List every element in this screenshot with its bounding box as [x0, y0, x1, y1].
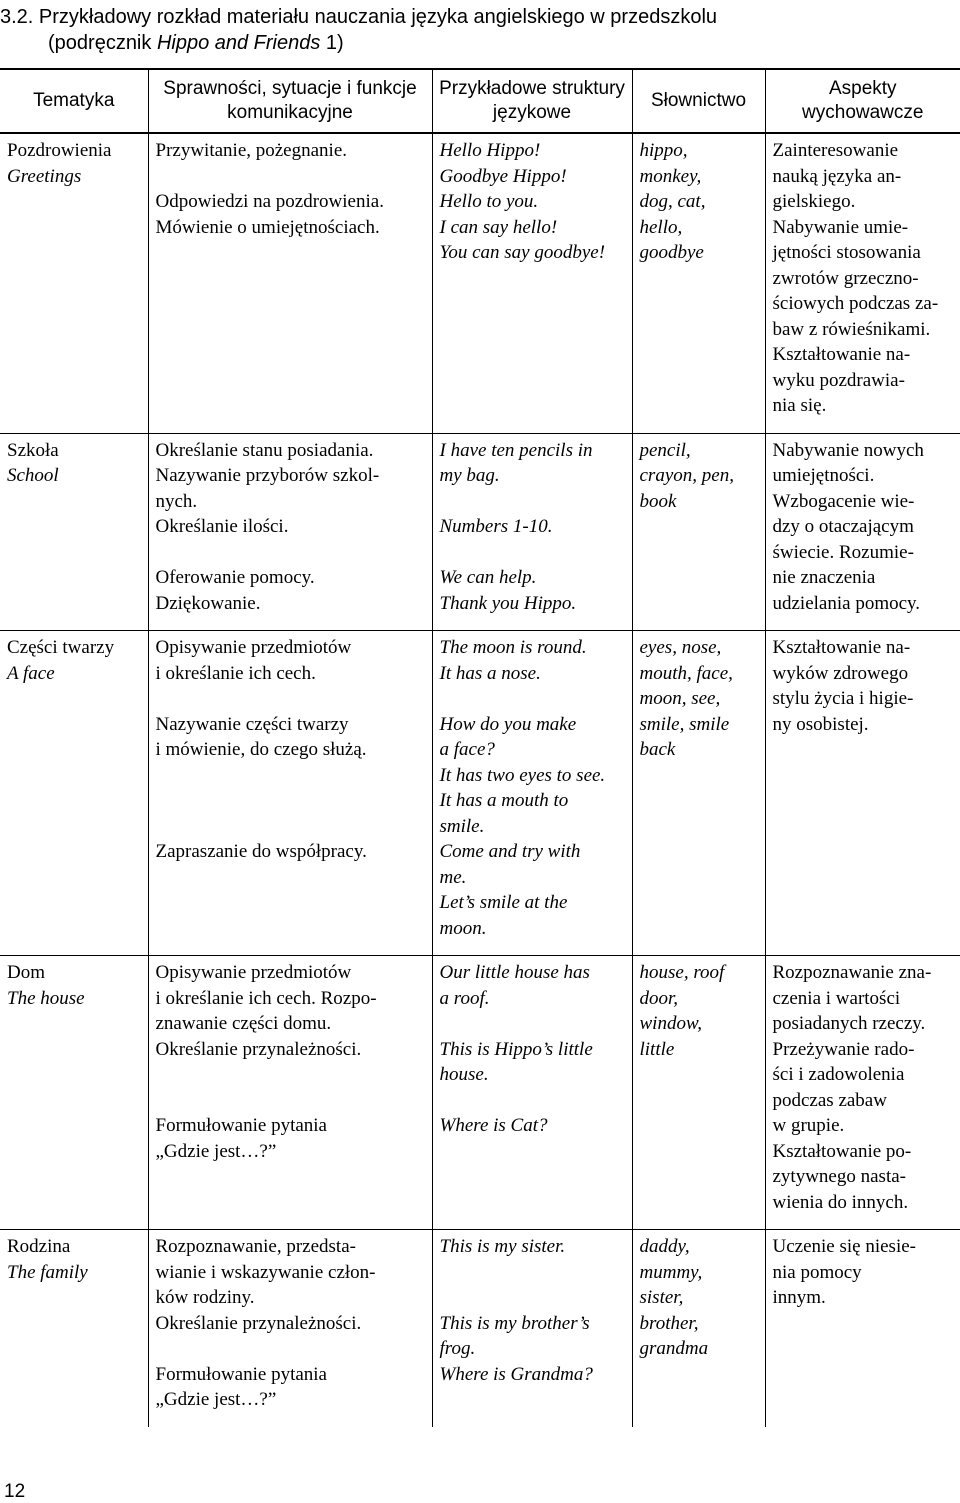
- cell-line: Kształtowanie na-: [772, 637, 911, 658]
- table-row: [0, 133, 960, 433]
- heading-title: Przykładowy rozkład materiału nauczania języka angielskiego w przedszkolu: [38, 6, 718, 28]
- cell-line: Numbers 1-10.: [439, 516, 553, 537]
- cell-line: Nabywanie umie-: [772, 216, 909, 238]
- cell-line: wyku pozdrawia-: [772, 369, 905, 391]
- structures-cell: [432, 1230, 632, 1427]
- cell-line: Określanie ilości.: [155, 516, 289, 537]
- cell-line: ków rodziny.: [155, 1287, 255, 1308]
- cell-line: nia się.: [772, 395, 827, 416]
- cell-line: Zapraszanie do współpracy.: [155, 841, 367, 862]
- topic-cell: [0, 1230, 148, 1427]
- cell-line: znawanie części domu.: [155, 1013, 332, 1034]
- cell-line: nych.: [155, 490, 198, 512]
- cell-line: Hello to you.: [439, 191, 539, 212]
- cell-line: ny osobistej.: [772, 713, 869, 735]
- line-gap: [440, 1285, 626, 1311]
- textbook-title: Hippo and Friends: [156, 32, 321, 54]
- structures-cell: [432, 956, 632, 1230]
- line-gap: [440, 1260, 626, 1286]
- cell-line: wianie i wskazywanie człon-: [155, 1261, 376, 1283]
- page-number: 12: [4, 1481, 26, 1502]
- cell-line: Określanie stanu posiadania.: [155, 439, 374, 461]
- skills-cell: [148, 631, 432, 956]
- cell-line: little: [639, 1038, 675, 1060]
- cell-line: It has a nose.: [439, 662, 541, 684]
- cell-line: smile, smile: [639, 713, 730, 735]
- cell-line: sister,: [639, 1287, 684, 1308]
- cell-line: moon, see,: [639, 688, 721, 709]
- cell-line: nie znaczenia: [772, 567, 876, 588]
- cell-line: a roof.: [439, 987, 490, 1009]
- section-number: 3.2.: [0, 6, 34, 28]
- cell-line: podczas zabaw: [772, 1089, 887, 1111]
- line-gap: [156, 814, 426, 840]
- cell-line: Hello Hippo!: [439, 140, 541, 161]
- cell-line: book: [639, 490, 677, 512]
- skills-cell: [148, 133, 432, 433]
- line-gap: [156, 686, 426, 712]
- cell-line: świecie. Rozumie-: [772, 541, 914, 563]
- cell-line: smile.: [439, 815, 485, 837]
- cell-line: eyes, nose,: [639, 637, 722, 658]
- cell-line: me.: [439, 866, 467, 888]
- line-gap: [440, 686, 626, 712]
- cell-line: Formułowanie pytania: [155, 1115, 327, 1136]
- structures-cell: [432, 133, 632, 433]
- vocabulary-cell: [632, 631, 765, 956]
- cell-line: It has a mouth to: [439, 790, 569, 811]
- cell-line: grandma: [639, 1338, 709, 1359]
- cell-line: frog.: [439, 1338, 476, 1359]
- structures-cell: [432, 631, 632, 956]
- cell-line: Let’s smile at the: [439, 892, 568, 913]
- cell-line: Formułowanie pytania: [155, 1363, 327, 1385]
- cell-line: How do you make: [439, 713, 577, 735]
- aspects-cell: [765, 433, 960, 631]
- topic-polish: Szkoła: [7, 439, 59, 461]
- cell-line: Przeżywanie rado-: [772, 1038, 915, 1060]
- topic-polish: Części twarzy: [7, 637, 115, 658]
- table-row: [0, 956, 960, 1230]
- line-gap: [440, 540, 626, 566]
- cell-line: Wzbogacenie wie-: [772, 490, 915, 512]
- topic-english: The house: [7, 987, 85, 1009]
- topic-english: Greetings: [7, 165, 82, 187]
- cell-line: Where is Grandma?: [439, 1363, 593, 1385]
- cell-line: It has two eyes to see.: [439, 764, 606, 786]
- cell-line: posiadanych rzeczy.: [772, 1013, 926, 1034]
- cell-line: Opisywanie przedmiotów: [155, 962, 352, 983]
- line-gap: [440, 489, 626, 515]
- heading-line-1: [0, 4, 950, 30]
- cell-line: The moon is round.: [439, 637, 587, 658]
- cell-line: hippo,: [639, 140, 688, 161]
- cell-line: Kształtowanie po-: [772, 1140, 912, 1162]
- cell-line: We can help.: [439, 567, 537, 588]
- cell-line: i określanie ich cech.: [155, 662, 316, 684]
- column-header-aspects: Aspekty wychowawcze: [765, 69, 960, 133]
- cell-line: nauką języka an-: [772, 165, 902, 187]
- cell-line: window,: [639, 1013, 702, 1034]
- cell-line: dzy o otaczającym: [772, 516, 914, 537]
- cell-line: This is Hippo’s little: [439, 1038, 593, 1060]
- cell-line: w grupie.: [772, 1115, 845, 1136]
- aspects-cell: [765, 1230, 960, 1427]
- cell-line: Odpowiedzi na pozdrowienia.: [155, 191, 384, 212]
- line-gap: [440, 1088, 626, 1114]
- cell-line: baw z rówieśnikami.: [772, 318, 931, 340]
- cell-line: brother,: [639, 1312, 699, 1334]
- heading-line-2: (podręcznik Hippo and Friends 1): [48, 32, 344, 54]
- cell-line: innym.: [772, 1287, 826, 1308]
- column-header-topic: Tematyka: [0, 69, 148, 133]
- topic-cell: [0, 433, 148, 631]
- section-heading: [0, 4, 950, 56]
- vocabulary-cell: [632, 956, 765, 1230]
- line-gap: [156, 788, 426, 814]
- cell-line: gielskiego.: [772, 191, 856, 212]
- cell-line: back: [639, 739, 676, 760]
- table-body: [0, 133, 960, 1427]
- line-gap: [156, 763, 426, 789]
- cell-line: stylu życia i higie-: [772, 688, 914, 709]
- aspects-cell: [765, 631, 960, 956]
- aspects-cell: [765, 956, 960, 1230]
- cell-line: Where is Cat?: [439, 1115, 548, 1136]
- cell-line: Opisywanie przedmiotów: [155, 637, 352, 658]
- cell-line: „Gdzie jest…?”: [155, 1389, 277, 1410]
- cell-line: hello,: [639, 216, 683, 238]
- cell-line: nia pomocy: [772, 1261, 862, 1283]
- cell-line: This is my sister.: [439, 1236, 566, 1257]
- cell-line: dog, cat,: [639, 191, 706, 212]
- cell-line: i mówienie, do czego służą.: [155, 739, 367, 760]
- cell-line: jętności stosowania: [772, 242, 921, 263]
- cell-line: Thank you Hippo.: [439, 592, 577, 614]
- cell-line: I can say hello!: [439, 216, 558, 238]
- cell-line: I have ten pencils in: [439, 439, 593, 461]
- cell-line: i określanie ich cech. Rozpo-: [155, 987, 377, 1009]
- cell-line: wyków zdrowego: [772, 662, 909, 684]
- line-gap: [156, 540, 426, 566]
- structures-cell: [432, 433, 632, 631]
- skills-cell: [148, 433, 432, 631]
- cell-line: zytywnego nasta-: [772, 1166, 906, 1187]
- column-header-vocabulary: Słownictwo: [632, 69, 765, 133]
- table-row: [0, 1230, 960, 1427]
- cell-line: pencil,: [639, 439, 691, 461]
- cell-line: You can say goodbye!: [439, 242, 606, 263]
- cell-line: moon.: [439, 917, 487, 939]
- cell-line: Określanie przynależności.: [155, 1312, 362, 1334]
- topic-polish: Pozdrowienia: [7, 140, 112, 161]
- cell-line: zwrotów grzeczno-: [772, 267, 919, 289]
- cell-line: Nazywanie części twarzy: [155, 713, 349, 735]
- vocabulary-cell: [632, 1230, 765, 1427]
- cell-line: mummy,: [639, 1261, 703, 1283]
- cell-line: house.: [439, 1064, 489, 1085]
- cell-line: Przywitanie, pożegnanie.: [155, 140, 348, 161]
- aspects-cell: [765, 133, 960, 433]
- topic-english: A face: [7, 662, 55, 684]
- curriculum-table: [0, 68, 960, 1427]
- topic-english: School: [7, 465, 59, 486]
- cell-line: umiejętności.: [772, 465, 875, 486]
- cell-line: udzielania pomocy.: [772, 592, 921, 614]
- cell-line: Our little house has: [439, 962, 590, 983]
- topic-polish: Rodzina: [7, 1236, 71, 1257]
- column-header-structures: Przykładowe struktury językowe: [432, 69, 632, 133]
- topic-polish: Dom: [7, 962, 45, 983]
- table-row: [0, 433, 960, 631]
- table-row: [0, 631, 960, 956]
- table-header-row: [0, 69, 960, 133]
- cell-line: Rozpoznawanie zna-: [772, 962, 932, 983]
- column-header-skills: Sprawności, sytuacje i funkcje komunikacyjne: [148, 69, 432, 133]
- cell-line: Dziękowanie.: [155, 592, 261, 614]
- cell-line: Kształtowanie na-: [772, 344, 911, 365]
- cell-line: Rozpoznawanie, przedsta-: [155, 1236, 356, 1257]
- cell-line: Zainteresowanie: [772, 140, 899, 161]
- cell-line: house, roof: [639, 962, 725, 983]
- cell-line: goodbye: [639, 242, 704, 263]
- cell-line: ści i zadowolenia: [772, 1064, 905, 1085]
- cell-line: Come and try with: [439, 841, 581, 862]
- cell-line: mouth, face,: [639, 662, 733, 684]
- cell-line: Goodbye Hippo!: [439, 165, 567, 187]
- vocabulary-cell: [632, 433, 765, 631]
- cell-line: Nabywanie nowych: [772, 439, 924, 461]
- topic-cell: [0, 956, 148, 1230]
- topic-cell: [0, 631, 148, 956]
- line-gap: [156, 164, 426, 190]
- cell-line: my bag.: [439, 465, 500, 486]
- cell-line: czenia i wartości: [772, 987, 901, 1009]
- cell-line: Nazywanie przyborów szkol-: [155, 465, 380, 486]
- topic-english: The family: [7, 1261, 88, 1283]
- cell-line: Mówienie o umiejętnościach.: [155, 216, 380, 238]
- cell-line: daddy,: [639, 1236, 690, 1257]
- cell-line: monkey,: [639, 165, 702, 187]
- topic-cell: [0, 133, 148, 433]
- cell-line: „Gdzie jest…?”: [155, 1140, 277, 1162]
- cell-line: ściowych podczas za-: [772, 293, 939, 314]
- line-gap: [156, 1088, 426, 1114]
- line-gap: [156, 1062, 426, 1088]
- cell-line: a face?: [439, 739, 495, 760]
- skills-cell: [148, 956, 432, 1230]
- line-gap: [440, 1011, 626, 1037]
- cell-line: Oferowanie pomocy.: [155, 567, 315, 588]
- cell-line: Uczenie się niesie-: [772, 1236, 916, 1257]
- line-gap: [156, 1336, 426, 1362]
- cell-line: This is my brother’s: [439, 1312, 590, 1334]
- skills-cell: [148, 1230, 432, 1427]
- cell-line: Określanie przynależności.: [155, 1038, 362, 1060]
- vocabulary-cell: [632, 133, 765, 433]
- cell-line: door,: [639, 987, 679, 1009]
- cell-line: crayon, pen,: [639, 465, 734, 486]
- cell-line: wienia do innych.: [772, 1191, 909, 1213]
